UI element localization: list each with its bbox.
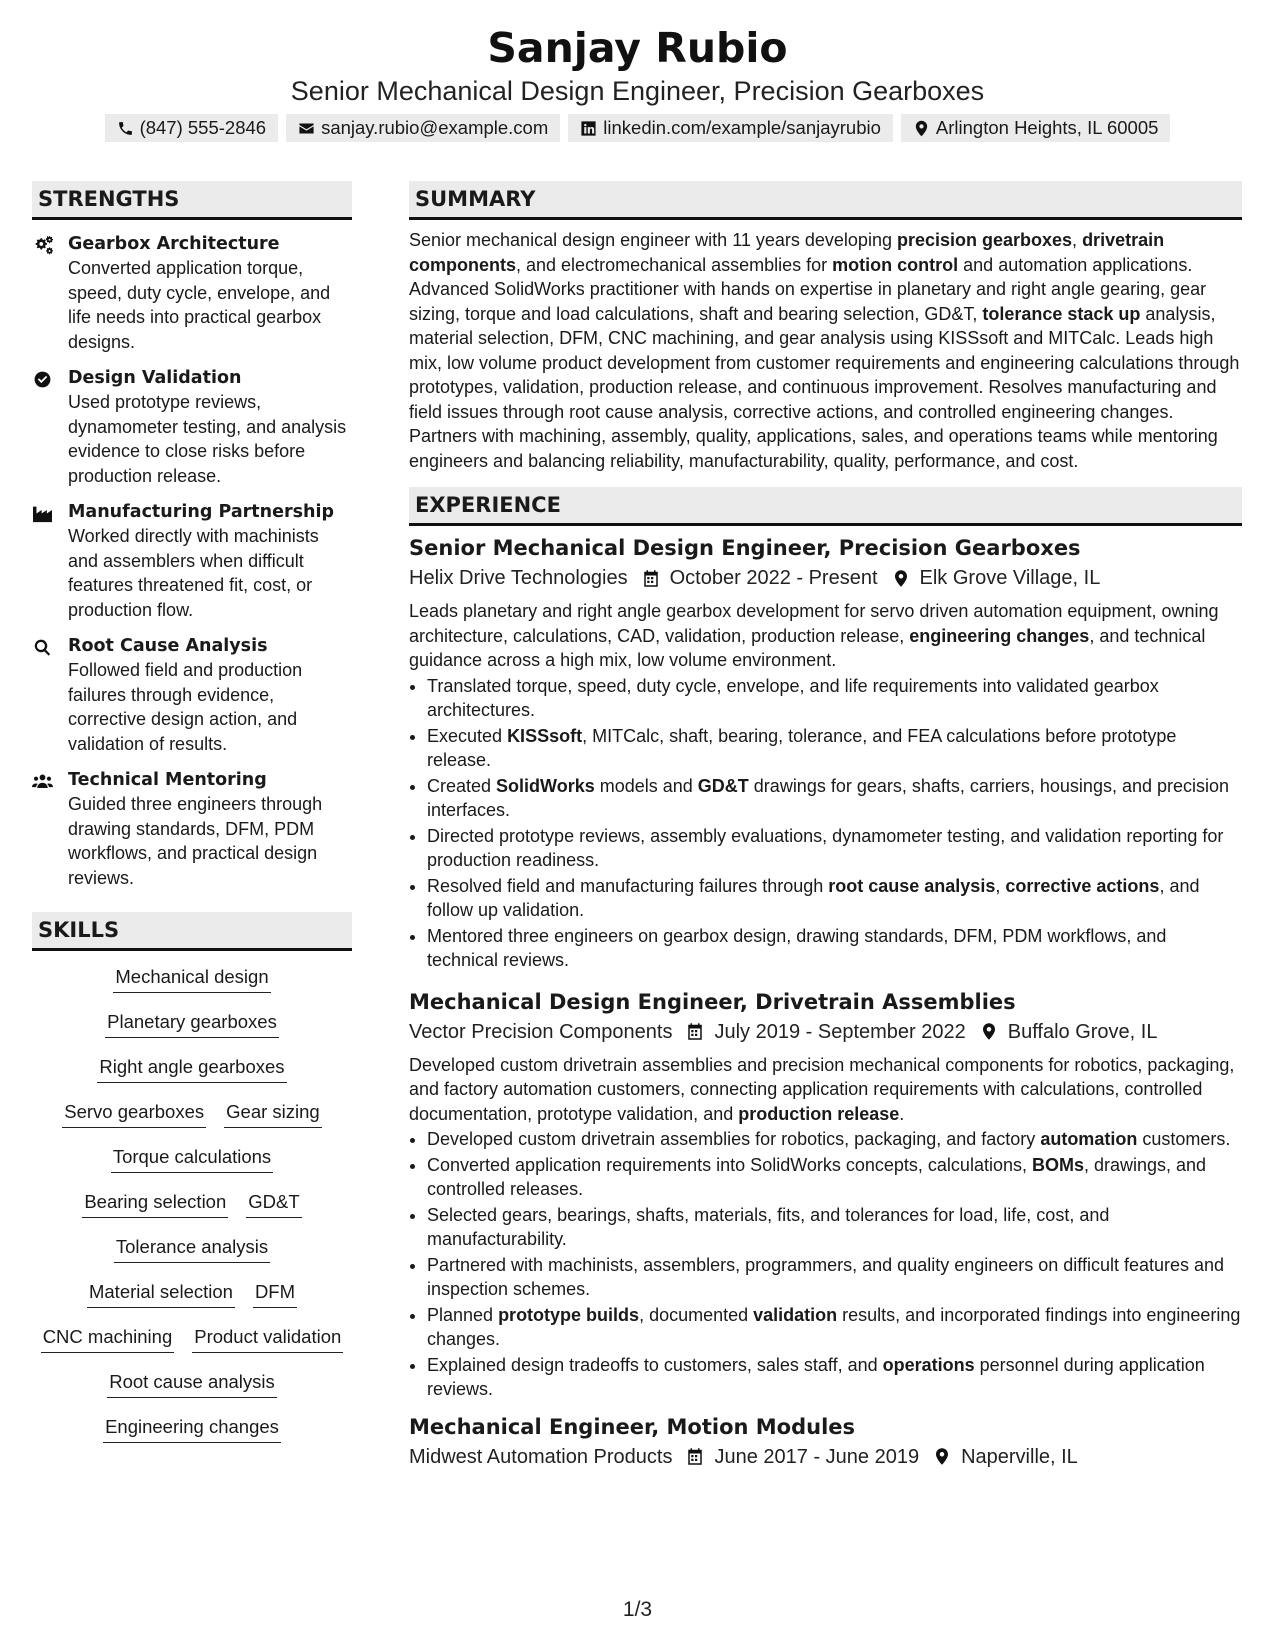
- skill-row: [32, 1276, 352, 1321]
- summary-heading: SUMMARY: [409, 181, 1242, 220]
- bold-phrase: motion control: [832, 254, 959, 275]
- skill-tag: Servo gearboxes: [62, 1100, 206, 1128]
- bold-phrase: SolidWorks: [496, 775, 595, 796]
- text-run: Senior mechanical design engineer with 11 years developing: [409, 230, 897, 250]
- job-bullet: [427, 774, 1242, 823]
- text-run: personnel during application reviews.: [427, 1354, 1205, 1399]
- job-entry: [409, 987, 1242, 1402]
- text-run: .: [899, 1103, 905, 1124]
- skill-row: [32, 1366, 352, 1411]
- contact-phone-text: (847) 555-2846: [139, 117, 267, 138]
- strength-title: Manufacturing Partnership: [68, 502, 334, 522]
- text-run: , and technical guidance across a high mix, low volume environment.: [409, 625, 1206, 670]
- skill-row: [32, 1096, 352, 1141]
- text-run: Mentored three engineers on gearbox design, drawing standards, DFM, PDM workflows, and technical reviews.: [427, 925, 1167, 970]
- job-bullet: [427, 1353, 1242, 1402]
- skill-tag: DFM: [253, 1280, 297, 1308]
- bold-phrase: production release: [738, 1103, 900, 1124]
- text-run: , drawings, and controlled releases.: [427, 1154, 1207, 1199]
- bold-phrase: engineering changes: [909, 625, 1090, 646]
- strength-item: [32, 768, 352, 890]
- bold-phrase: corrective actions: [1005, 875, 1160, 896]
- strengths-heading: STRENGTHS: [32, 181, 352, 220]
- skill-row: [32, 1141, 352, 1186]
- right-column: [409, 181, 1242, 1472]
- contact-phone[interactable]: [105, 114, 279, 142]
- contact-linkedin[interactable]: [568, 114, 893, 142]
- skill-tag: Product validation: [192, 1325, 343, 1353]
- skills-heading: SKILLS: [32, 912, 352, 951]
- skill-tag: Bearing selection: [82, 1190, 228, 1218]
- skill-tag: Tolerance analysis: [114, 1235, 270, 1263]
- skills-list: [32, 961, 352, 1456]
- job-bullet: [427, 1153, 1242, 1202]
- contact-bar: [0, 114, 1275, 142]
- text-run: drawings for gears, shafts, carriers, housings, and precision interfaces.: [427, 775, 1230, 820]
- company-name: Vector Precision Components: [409, 1020, 673, 1043]
- skill-row: [32, 961, 352, 1006]
- job-bullet: [427, 674, 1242, 723]
- text-run: Planned: [427, 1304, 499, 1325]
- job-dates: October 2022 - Present: [669, 567, 878, 589]
- text-run: , and electromechanical assemblies for: [516, 254, 833, 275]
- calendar-icon: [642, 569, 660, 588]
- job-title: Mechanical Engineer, Motion Modules: [409, 1414, 856, 1439]
- skill-tag: Planetary gearboxes: [105, 1010, 279, 1038]
- job-description: [409, 1053, 1242, 1127]
- check-circle-icon: [32, 370, 53, 389]
- skill-tag: Torque calculations: [111, 1145, 273, 1173]
- job-meta: [409, 1442, 1242, 1472]
- text-run: and automation applications. Advanced SolidWorks practitioner with hands on expertise in planetary and right angle gearing, gear sizing, torque and load calculations, shaft and bearing selection, GD&T,: [409, 254, 1207, 324]
- job-bullets: [409, 1127, 1242, 1402]
- text-run: , and follow up validation.: [427, 875, 1200, 920]
- bold-phrase: automation: [1040, 1129, 1138, 1149]
- text-run: analysis, material selection, DFM, CNC machining, and gear analysis using KISSsoft and MITCalc. Leads high mix, low volume product development from customer requirements and engineering calculations through prototypes, validation, production release, and continuous improvement. Resolves manufacturing and field issues through root cause analysis, corrective actions, and controlled engineering changes. Partners with machining, assembly, quality, applications, sales, and operations teams while mentoring engineers and balancing reliability, manufacturability, quality, performance, and cost.: [409, 303, 1240, 471]
- linkedin-icon: [580, 120, 597, 137]
- text-run: Leads planetary and right angle gearbox development for servo driven automation equipment, owning architecture, calculations, CAD, validation, production release,: [409, 601, 1219, 646]
- job-description: [409, 599, 1242, 673]
- strength-title: Design Validation: [68, 368, 242, 388]
- bold-phrase: BOMs: [1031, 1154, 1084, 1175]
- text-run: , documented: [639, 1304, 754, 1325]
- bold-phrase: precision gearboxes: [896, 230, 1073, 250]
- bold-phrase: drivetrain components: [409, 230, 1165, 275]
- strength-desc: Guided three engineers through drawing standards, DFM, PDM workflows, and practical design reviews.: [68, 794, 323, 888]
- contact-location[interactable]: [901, 114, 1171, 142]
- map-pin-icon: [913, 120, 930, 137]
- job-meta: [409, 563, 1242, 593]
- job-bullet: [427, 924, 1242, 973]
- skill-row: [32, 1411, 352, 1456]
- skill-tag: Engineering changes: [103, 1415, 281, 1443]
- resume-header: [0, 0, 1275, 142]
- job-location: Elk Grove Village, IL: [919, 567, 1101, 589]
- candidate-name: Sanjay Rubio: [487, 24, 788, 72]
- contact-email-text: sanjay.rubio@example.com: [321, 117, 549, 138]
- text-run: Resolved field and manufacturing failures through: [427, 875, 829, 896]
- strength-item: [32, 634, 352, 756]
- job-entry: [409, 533, 1242, 973]
- skill-tag: Right angle gearboxes: [97, 1055, 286, 1083]
- bold-phrase: tolerance stack up: [982, 303, 1141, 324]
- contact-email[interactable]: [286, 114, 560, 142]
- search-icon: [32, 638, 53, 657]
- bold-phrase: operations: [882, 1354, 975, 1375]
- skill-tag: Mechanical design: [113, 965, 270, 993]
- company-name: Midwest Automation Products: [409, 1445, 673, 1468]
- job-bullet: [427, 1203, 1242, 1252]
- job-bullet: [427, 824, 1242, 873]
- skill-tag: Root cause analysis: [107, 1370, 277, 1398]
- skill-row: [32, 1186, 352, 1231]
- strength-item: [32, 500, 352, 622]
- summary-text: [409, 228, 1242, 473]
- calendar-icon: [686, 1022, 704, 1041]
- job-bullet: [427, 1253, 1242, 1302]
- text-run: Developed custom drivetrain assemblies for robotics, packaging, and factory: [427, 1129, 1041, 1149]
- job-title: Senior Mechanical Design Engineer, Precision Gearboxes: [409, 536, 1081, 560]
- left-column: [32, 181, 352, 1456]
- text-run: , MITCalc, shaft, bearing, tolerance, and FEA calculations before prototype release.: [427, 725, 1177, 770]
- skill-row: [32, 1006, 352, 1051]
- text-run: ,: [1072, 230, 1083, 250]
- job-entry: [409, 1412, 1242, 1472]
- experience-list: [409, 533, 1242, 1472]
- bold-phrase: KISSsoft: [507, 725, 583, 746]
- strength-title: Root Cause Analysis: [68, 636, 268, 656]
- phone-icon: [117, 120, 134, 137]
- bold-phrase: GD&T: [697, 775, 749, 796]
- contact-location-text: Arlington Heights, IL 60005: [935, 117, 1159, 138]
- job-dates: July 2019 - September 2022: [714, 1020, 966, 1043]
- text-run: Created: [427, 775, 497, 796]
- skill-row: [32, 1051, 352, 1096]
- skill-tag: Gear sizing: [224, 1100, 322, 1128]
- skill-tag: Material selection: [87, 1280, 235, 1308]
- strength-desc: Worked directly with machinists and assemblers when difficult features threatened fit, cost, or production flow.: [68, 526, 319, 620]
- strength-desc: Used prototype reviews, dynamometer testing, and analysis evidence to close risks before production release.: [68, 392, 347, 486]
- company-name: Helix Drive Technologies: [409, 567, 628, 589]
- calendar-icon: [686, 1447, 704, 1466]
- skill-tag: GD&T: [246, 1190, 301, 1218]
- candidate-title: Senior Mechanical Design Engineer, Precision Gearboxes: [290, 76, 985, 106]
- text-run: models and: [594, 775, 698, 796]
- text-run: Directed prototype reviews, assembly evaluations, dynamometer testing, and validation reporting for production readiness.: [427, 825, 1224, 870]
- job-bullets: [409, 674, 1242, 973]
- job-bullet: [427, 1303, 1242, 1352]
- text-run: customers.: [1137, 1129, 1231, 1149]
- text-run: Executed: [427, 725, 508, 746]
- job-location: Buffalo Grove, IL: [1007, 1020, 1158, 1043]
- job-title: Mechanical Design Engineer, Drivetrain Assemblies: [409, 989, 1016, 1014]
- strength-title: Technical Mentoring: [68, 770, 267, 790]
- job-dates: June 2017 - June 2019: [714, 1445, 920, 1468]
- factory-icon: [32, 504, 53, 523]
- contact-linkedin-text: linkedin.com/example/sanjayrubio: [603, 117, 881, 138]
- job-meta: [409, 1017, 1242, 1047]
- job-bullet: [427, 874, 1242, 923]
- envelope-icon: [298, 120, 315, 137]
- text-run: Converted application requirements into SolidWorks concepts, calculations,: [427, 1154, 1032, 1175]
- text-run: Translated torque, speed, duty cycle, envelope, and life requirements into validated gearbox architectures.: [427, 675, 1159, 720]
- bold-phrase: prototype builds: [498, 1304, 640, 1325]
- strength-item: [32, 232, 352, 354]
- map-pin-icon: [980, 1022, 998, 1041]
- map-pin-icon: [933, 1447, 951, 1466]
- bold-phrase: root cause analysis: [828, 875, 996, 896]
- page-number: 1/3: [622, 1598, 653, 1621]
- skill-row: [32, 1321, 352, 1366]
- map-pin-icon: [892, 569, 910, 588]
- strength-item: [32, 366, 352, 488]
- job-location: Naperville, IL: [961, 1445, 1078, 1468]
- job-bullet: [427, 724, 1242, 773]
- text-run: results, and incorporated findings into engineering changes.: [427, 1304, 1241, 1349]
- skill-row: [32, 1231, 352, 1276]
- users-icon: [32, 772, 53, 791]
- job-bullet: [427, 1127, 1242, 1152]
- strength-desc: Followed field and production failures through evidence, corrective design action, and validation of results.: [68, 660, 303, 754]
- strength-title: Gearbox Architecture: [68, 234, 280, 254]
- text-run: Developed custom drivetrain assemblies and precision mechanical components for robotics, packaging, and factory automation customers, connecting application requirements with calculations, controlled documentation, prototype validation, and: [409, 1054, 1235, 1124]
- text-run: ,: [995, 875, 1006, 896]
- text-run: Partnered with machinists, assemblers, programmers, and quality engineers on difficult features and inspection schemes.: [427, 1254, 1225, 1299]
- skill-tag: CNC machining: [41, 1325, 175, 1353]
- gears-icon: [32, 236, 53, 255]
- strength-desc: Converted application torque, speed, duty cycle, envelope, and life needs into practical gearbox designs.: [68, 258, 331, 352]
- bold-phrase: validation: [753, 1304, 838, 1325]
- text-run: Selected gears, bearings, shafts, materials, fits, and tolerances for load, life, cost, and manufacturability.: [427, 1204, 1110, 1249]
- text-run: Explained design tradeoffs to customers, sales staff, and: [427, 1354, 883, 1375]
- experience-heading: EXPERIENCE: [409, 487, 1242, 526]
